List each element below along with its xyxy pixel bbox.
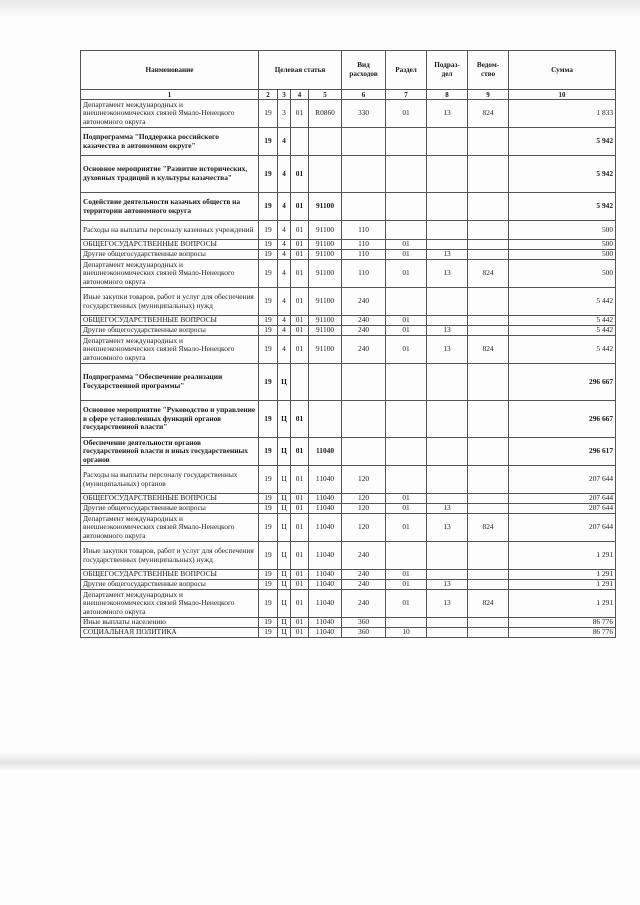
cell-direction: 11040 <box>309 494 342 504</box>
cell-program: 19 <box>259 288 278 316</box>
cell-main-event: 01 <box>291 250 309 260</box>
cell-expense-type: 240 <box>342 580 386 590</box>
cell-direction: 11040 <box>309 618 342 628</box>
cell-name: Иные выплаты населению <box>81 618 259 628</box>
cell-department <box>468 494 509 504</box>
cell-name: Основное мероприятие "Руководство и управление в сфере установленных функций органов государственной власти" <box>81 401 259 438</box>
table-row <box>81 542 616 570</box>
cell-section <box>386 193 427 221</box>
cell-program: 19 <box>259 570 278 580</box>
cell-sum: 5 942 <box>509 128 616 156</box>
cell-sum: 296 617 <box>509 438 616 466</box>
cell-program: 19 <box>259 494 278 504</box>
cell-main-event: 01 <box>291 100 309 128</box>
cell-direction: 91100 <box>309 316 342 326</box>
cell-section: 01 <box>386 336 427 364</box>
header-expense-type: Вид расходов <box>342 51 386 90</box>
cell-department <box>468 240 509 250</box>
cell-name: Обеспечение деятельности органов государственной власти и иных государственных органов <box>81 438 259 466</box>
cell-sum: 296 667 <box>509 364 616 401</box>
cell-section: 01 <box>386 570 427 580</box>
cell-subsection <box>427 221 468 240</box>
cell-department <box>468 580 509 590</box>
cell-expense-type: 360 <box>342 618 386 628</box>
cell-subprogram: Ц <box>278 401 291 438</box>
cell-section: 01 <box>386 494 427 504</box>
table-row <box>81 240 616 250</box>
cell-direction: 11040 <box>309 542 342 570</box>
cell-department <box>468 466 509 494</box>
cell-section: 01 <box>386 326 427 336</box>
cell-direction: 11040 <box>309 628 342 638</box>
cell-main-event: 01 <box>291 336 309 364</box>
cell-subsection <box>427 401 468 438</box>
cell-program: 19 <box>259 618 278 628</box>
cell-expense-type <box>342 438 386 466</box>
table-row <box>81 514 616 542</box>
cell-sum: 500 <box>509 221 616 240</box>
cell-direction: 11040 <box>309 514 342 542</box>
header-sum: Сумма <box>509 51 616 90</box>
cell-main-event: 01 <box>291 494 309 504</box>
cell-subprogram: Ц <box>278 618 291 628</box>
cell-department <box>468 326 509 336</box>
cell-name: Другие общегосударственные вопросы <box>81 326 259 336</box>
table-row <box>81 580 616 590</box>
cell-name: Подпрограмма "Поддержка российского казачества в автономном округе" <box>81 128 259 156</box>
cell-main-event: 01 <box>291 570 309 580</box>
cell-section <box>386 466 427 494</box>
cell-expense-type <box>342 364 386 401</box>
cell-subprogram: Ц <box>278 580 291 590</box>
cell-subprogram: 4 <box>278 221 291 240</box>
cell-program: 19 <box>259 542 278 570</box>
table-row <box>81 504 616 514</box>
cell-main-event: 01 <box>291 580 309 590</box>
cell-sum: 207 644 <box>509 514 616 542</box>
cell-department <box>468 156 509 193</box>
table-body <box>81 100 616 638</box>
cell-expense-type: 360 <box>342 628 386 638</box>
cell-name: ОБЩЕГОСУДАРСТВЕННЫЕ ВОПРОСЫ <box>81 570 259 580</box>
cell-program: 19 <box>259 240 278 250</box>
cell-sum: 5 442 <box>509 316 616 326</box>
header-department: Ведом-ство <box>468 51 509 90</box>
cell-expense-type: 110 <box>342 221 386 240</box>
cell-subsection: 13 <box>427 514 468 542</box>
scan-edge-bottom <box>0 752 640 770</box>
table-row <box>81 316 616 326</box>
header-section: Раздел <box>386 51 427 90</box>
cell-direction: 91100 <box>309 326 342 336</box>
table-row <box>81 364 616 401</box>
cell-subprogram: 4 <box>278 336 291 364</box>
cell-name: Расходы на выплаты персоналу государственных (муниципальных) органов <box>81 466 259 494</box>
cell-department <box>468 288 509 316</box>
cell-program: 19 <box>259 250 278 260</box>
cell-main-event: 01 <box>291 514 309 542</box>
cell-main-event: 01 <box>291 466 309 494</box>
cell-program: 19 <box>259 100 278 128</box>
cell-name: СОЦИАЛЬНАЯ ПОЛИТИКА <box>81 628 259 638</box>
header-target-article: Целевая статья <box>259 51 342 90</box>
cell-department: 824 <box>468 260 509 288</box>
cell-expense-type <box>342 156 386 193</box>
cell-direction: 91100 <box>309 221 342 240</box>
cell-main-event <box>291 128 309 156</box>
cell-subsection: 13 <box>427 100 468 128</box>
cell-main-event: 01 <box>291 401 309 438</box>
cell-section <box>386 288 427 316</box>
cell-name: Другие общегосударственные вопросы <box>81 504 259 514</box>
table-row <box>81 221 616 240</box>
table-row <box>81 156 616 193</box>
cell-section: 01 <box>386 504 427 514</box>
column-number: 9 <box>468 90 509 100</box>
cell-subprogram: Ц <box>278 504 291 514</box>
cell-section: 10 <box>386 628 427 638</box>
cell-expense-type: 120 <box>342 504 386 514</box>
cell-subprogram: 4 <box>278 288 291 316</box>
cell-direction: 11040 <box>309 570 342 580</box>
cell-subsection <box>427 542 468 570</box>
table-row <box>81 618 616 628</box>
cell-sum: 207 644 <box>509 504 616 514</box>
cell-section <box>386 438 427 466</box>
cell-subsection: 13 <box>427 504 468 514</box>
cell-subsection: 13 <box>427 326 468 336</box>
cell-program: 19 <box>259 364 278 401</box>
cell-subprogram: Ц <box>278 628 291 638</box>
column-number: 5 <box>309 90 342 100</box>
cell-expense-type: 120 <box>342 466 386 494</box>
cell-department <box>468 364 509 401</box>
cell-main-event: 01 <box>291 590 309 618</box>
header-subsection: Подраз-дел <box>427 51 468 90</box>
cell-subprogram: 4 <box>278 316 291 326</box>
cell-department <box>468 250 509 260</box>
table-row <box>81 100 616 128</box>
cell-subsection: 13 <box>427 336 468 364</box>
cell-section: 01 <box>386 514 427 542</box>
cell-sum: 1 291 <box>509 542 616 570</box>
column-number: 2 <box>259 90 278 100</box>
cell-direction: 91100 <box>309 288 342 316</box>
cell-program: 19 <box>259 156 278 193</box>
cell-subprogram: Ц <box>278 466 291 494</box>
table-row <box>81 250 616 260</box>
cell-expense-type <box>342 128 386 156</box>
table-row <box>81 570 616 580</box>
table-row <box>81 288 616 316</box>
cell-sum: 1 291 <box>509 580 616 590</box>
cell-section <box>386 221 427 240</box>
cell-main-event: 01 <box>291 316 309 326</box>
cell-name: Другие общегосударственные вопросы <box>81 250 259 260</box>
cell-subsection <box>427 128 468 156</box>
column-number: 8 <box>427 90 468 100</box>
cell-department <box>468 128 509 156</box>
cell-expense-type <box>342 401 386 438</box>
cell-name: ОБЩЕГОСУДАРСТВЕННЫЕ ВОПРОСЫ <box>81 316 259 326</box>
cell-direction: 91100 <box>309 250 342 260</box>
cell-expense-type: 240 <box>342 570 386 580</box>
column-number: 4 <box>291 90 309 100</box>
cell-subsection <box>427 288 468 316</box>
cell-subprogram: Ц <box>278 542 291 570</box>
cell-subsection <box>427 240 468 250</box>
cell-expense-type: 240 <box>342 590 386 618</box>
cell-expense-type: 240 <box>342 336 386 364</box>
cell-direction: 11040 <box>309 466 342 494</box>
cell-section: 01 <box>386 260 427 288</box>
table-row <box>81 326 616 336</box>
cell-expense-type: 240 <box>342 326 386 336</box>
cell-name: Иные закупки товаров, работ и услуг для обеспечения государственных (муниципальных) нужд <box>81 288 259 316</box>
cell-direction: 91100 <box>309 336 342 364</box>
cell-name: ОБЩЕГОСУДАРСТВЕННЫЕ ВОПРОСЫ <box>81 494 259 504</box>
cell-name: ОБЩЕГОСУДАРСТВЕННЫЕ ВОПРОСЫ <box>81 240 259 250</box>
cell-subsection <box>427 494 468 504</box>
cell-subprogram: Ц <box>278 364 291 401</box>
cell-direction: 11040 <box>309 438 342 466</box>
column-number: 3 <box>278 90 291 100</box>
cell-sum: 5 442 <box>509 288 616 316</box>
cell-main-event: 01 <box>291 542 309 570</box>
cell-sum: 86 776 <box>509 618 616 628</box>
cell-expense-type: 330 <box>342 100 386 128</box>
cell-program: 19 <box>259 466 278 494</box>
cell-subsection: 13 <box>427 260 468 288</box>
cell-program: 19 <box>259 336 278 364</box>
cell-subsection <box>427 316 468 326</box>
table-row <box>81 590 616 618</box>
cell-section: 01 <box>386 100 427 128</box>
cell-name: Расходы на выплаты персоналу казенных учреждений <box>81 221 259 240</box>
cell-subprogram: 4 <box>278 156 291 193</box>
cell-main-event: 01 <box>291 193 309 221</box>
cell-subsection <box>427 466 468 494</box>
cell-department: 824 <box>468 336 509 364</box>
cell-direction <box>309 128 342 156</box>
cell-expense-type: 240 <box>342 316 386 326</box>
column-number: 1 <box>81 90 259 100</box>
scan-edge-top <box>0 0 640 18</box>
cell-department: 824 <box>468 514 509 542</box>
column-number: 10 <box>509 90 616 100</box>
cell-subsection: 13 <box>427 580 468 590</box>
cell-name: Департамент международных и внешнеэкономических связей Ямало-Ненецкого автономного округа <box>81 336 259 364</box>
cell-direction <box>309 364 342 401</box>
cell-main-event: 01 <box>291 326 309 336</box>
cell-name: Департамент международных и внешнеэкономических связей Ямало-Ненецкого автономного округа <box>81 514 259 542</box>
cell-sum: 5 942 <box>509 156 616 193</box>
cell-program: 19 <box>259 193 278 221</box>
cell-program: 19 <box>259 316 278 326</box>
cell-program: 19 <box>259 221 278 240</box>
cell-name: Подпрограмма "Обеспечение реализации Государственной программы" <box>81 364 259 401</box>
cell-program: 19 <box>259 514 278 542</box>
cell-department <box>468 438 509 466</box>
cell-name: Другие общегосударственные вопросы <box>81 580 259 590</box>
cell-department: 824 <box>468 590 509 618</box>
cell-expense-type: 120 <box>342 514 386 542</box>
cell-expense-type: 110 <box>342 240 386 250</box>
cell-name: Департамент международных и внешнеэкономических связей Ямало-Ненецкого автономного округа <box>81 260 259 288</box>
cell-sum: 1 291 <box>509 590 616 618</box>
cell-program: 19 <box>259 628 278 638</box>
cell-section: 01 <box>386 316 427 326</box>
table-row <box>81 466 616 494</box>
cell-subprogram: Ц <box>278 494 291 504</box>
cell-name: Департамент международных и внешнеэкономических связей Ямало-Ненецкого автономного округа <box>81 590 259 618</box>
cell-sum: 5 942 <box>509 193 616 221</box>
cell-sum: 207 644 <box>509 494 616 504</box>
cell-department <box>468 401 509 438</box>
cell-name: Иные закупки товаров, работ и услуг для обеспечения государственных (муниципальных) нужд <box>81 542 259 570</box>
cell-main-event: 01 <box>291 288 309 316</box>
cell-direction: R0860 <box>309 100 342 128</box>
cell-main-event: 01 <box>291 221 309 240</box>
cell-subsection: 13 <box>427 590 468 618</box>
cell-program: 19 <box>259 438 278 466</box>
cell-subprogram: 4 <box>278 260 291 288</box>
cell-department <box>468 570 509 580</box>
table-row <box>81 438 616 466</box>
cell-expense-type <box>342 193 386 221</box>
cell-direction <box>309 401 342 438</box>
cell-expense-type: 240 <box>342 542 386 570</box>
cell-sum: 5 442 <box>509 326 616 336</box>
table-row <box>81 193 616 221</box>
cell-direction: 91100 <box>309 260 342 288</box>
table-row <box>81 628 616 638</box>
cell-department <box>468 193 509 221</box>
cell-expense-type: 240 <box>342 288 386 316</box>
budget-table <box>80 50 616 638</box>
cell-main-event: 01 <box>291 504 309 514</box>
cell-department <box>468 221 509 240</box>
cell-subsection <box>427 628 468 638</box>
table-row <box>81 336 616 364</box>
cell-subsection <box>427 156 468 193</box>
header-row <box>81 51 616 90</box>
cell-program: 19 <box>259 326 278 336</box>
cell-subprogram: Ц <box>278 514 291 542</box>
header-name: Наименование <box>81 51 259 90</box>
cell-name: Основное мероприятие "Развитие исторических, духовных традиций и культуры казачества" <box>81 156 259 193</box>
cell-main-event: 01 <box>291 618 309 628</box>
cell-section: 01 <box>386 590 427 618</box>
cell-department <box>468 542 509 570</box>
cell-sum: 296 667 <box>509 401 616 438</box>
cell-subprogram: 4 <box>278 250 291 260</box>
cell-sum: 500 <box>509 240 616 250</box>
cell-sum: 1 833 <box>509 100 616 128</box>
cell-sum: 500 <box>509 260 616 288</box>
table-row <box>81 260 616 288</box>
cell-program: 19 <box>259 260 278 288</box>
cell-section: 01 <box>386 250 427 260</box>
cell-subprogram: 3 <box>278 100 291 128</box>
column-number: 7 <box>386 90 427 100</box>
cell-name: Департамент международных и внешнеэкономических связей Ямало-Ненецкого автономного округа <box>81 100 259 128</box>
cell-direction: 11040 <box>309 590 342 618</box>
cell-department <box>468 504 509 514</box>
cell-subsection <box>427 364 468 401</box>
cell-subprogram: 4 <box>278 128 291 156</box>
cell-department <box>468 618 509 628</box>
cell-subsection <box>427 438 468 466</box>
cell-expense-type: 120 <box>342 494 386 504</box>
cell-program: 19 <box>259 401 278 438</box>
cell-subprogram: Ц <box>278 570 291 580</box>
cell-section: 01 <box>386 240 427 250</box>
cell-section: 01 <box>386 580 427 590</box>
column-number-row <box>81 90 616 100</box>
cell-sum: 86 776 <box>509 628 616 638</box>
cell-program: 19 <box>259 580 278 590</box>
cell-subsection <box>427 193 468 221</box>
cell-direction: 91100 <box>309 193 342 221</box>
cell-subprogram: 4 <box>278 240 291 250</box>
cell-section <box>386 542 427 570</box>
table-row <box>81 128 616 156</box>
cell-section <box>386 364 427 401</box>
cell-main-event: 01 <box>291 156 309 193</box>
cell-main-event: 01 <box>291 628 309 638</box>
cell-section <box>386 618 427 628</box>
cell-main-event <box>291 364 309 401</box>
cell-department <box>468 316 509 326</box>
cell-section <box>386 156 427 193</box>
cell-subsection <box>427 570 468 580</box>
cell-name: Содействие деятельности казачьих обществ на территории автономного округа <box>81 193 259 221</box>
cell-expense-type: 110 <box>342 260 386 288</box>
table-row <box>81 401 616 438</box>
cell-sum: 5 442 <box>509 336 616 364</box>
cell-program: 19 <box>259 128 278 156</box>
cell-direction: 11040 <box>309 580 342 590</box>
cell-department <box>468 628 509 638</box>
cell-sum: 207 644 <box>509 466 616 494</box>
cell-sum: 1 291 <box>509 570 616 580</box>
cell-direction: 91100 <box>309 240 342 250</box>
cell-direction: 11040 <box>309 504 342 514</box>
cell-section <box>386 128 427 156</box>
cell-direction <box>309 156 342 193</box>
cell-expense-type: 110 <box>342 250 386 260</box>
cell-program: 19 <box>259 504 278 514</box>
cell-main-event: 01 <box>291 240 309 250</box>
cell-main-event: 01 <box>291 260 309 288</box>
cell-sum: 500 <box>509 250 616 260</box>
cell-subprogram: Ц <box>278 438 291 466</box>
cell-subsection: 13 <box>427 250 468 260</box>
cell-department: 824 <box>468 100 509 128</box>
cell-program: 19 <box>259 590 278 618</box>
cell-main-event: 01 <box>291 438 309 466</box>
cell-subprogram: Ц <box>278 590 291 618</box>
table-row <box>81 494 616 504</box>
cell-subsection <box>427 618 468 628</box>
cell-subprogram: 4 <box>278 326 291 336</box>
column-number: 6 <box>342 90 386 100</box>
cell-section <box>386 401 427 438</box>
cell-subprogram: 4 <box>278 193 291 221</box>
